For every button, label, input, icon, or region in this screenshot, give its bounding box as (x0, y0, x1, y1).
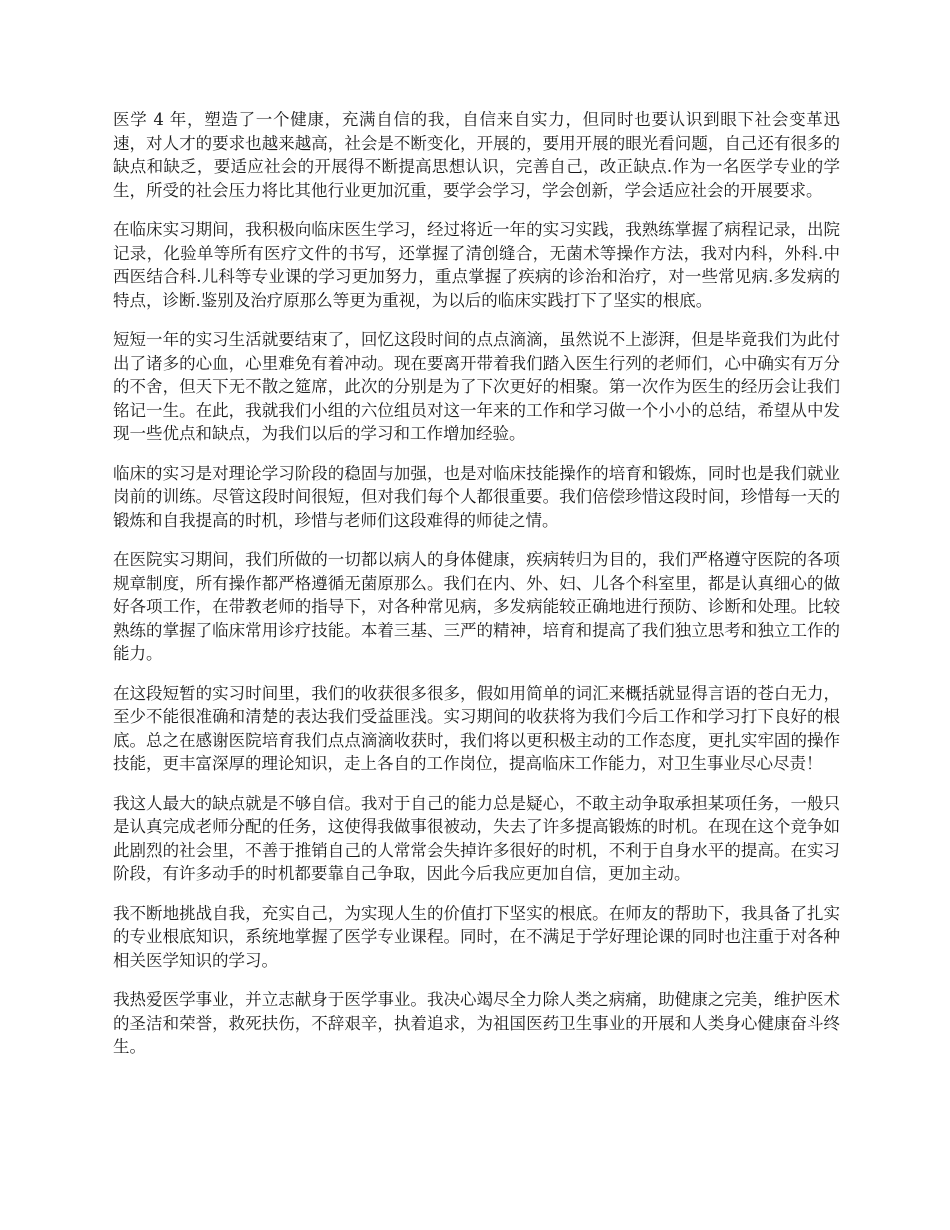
paragraph-7: 我这人最大的缺点就是不够自信。我对于自己的能力总是疑心，不敢主动争取承担某项任务，一般只是认真完成老师分配的任务，这使得我做事很被动，失去了许多提高锻炼的时机。在现在这个竞争如此剧烈的社会里，不善于推销自己的人常常会失掉许多很好的时机，不利于自身水平的提高。在实习阶段，有许多动手的时机都要靠自己争取，因此今后我应更加自信，更加主动。 (113, 793, 840, 883)
paragraph-4: 临床的实习是对理论学习阶段的稳固与加强，也是对临床技能操作的培育和锻炼，同时也是我们就业岗前的训练。尽管这段时间很短，但对我们每个人都很重要。我们倍偿珍惜这段时间，珍惜每一天的锻炼和自我提高的时机，珍惜与老师们这段难得的师徒之情。 (113, 463, 840, 530)
paragraph-3: 短短一年的实习生活就要结束了，回忆这段时间的点点滴滴，虽然说不上澎湃，但是毕竟我们为此付出了诸多的心血，心里难免有着冲动。现在要离开带着我们踏入医生行列的老师们，心中确实有万分的不舍，但天下无不散之筵席，此次的分别是为了下次更好的相聚。第一次作为医生的经历会让我们铭记一生。在此，我就我们小组的六位组员对这一年来的工作和学习做一个小小的总结，希望从中发现一些优点和缺点，为我们以后的学习和工作增加经验。 (113, 330, 840, 443)
document-page (113, 108, 840, 1075)
paragraph-2: 在临床实习期间，我积极向临床医生学习，经过将近一年的实习实践，我熟练掌握了病程记录，出院记录，化验单等所有医疗文件的书写，还掌握了清创缝合，无菌术等操作方法，我对内科，外科.中西医结合科.儿科等专业课的学习更加努力，重点掌握了疾病的诊治和治疗，对一些常见病.多发病的特点，诊断.鉴别及治疗原那么等更为重视，为以后的临床实践打下了坚实的根底。 (113, 220, 840, 310)
paragraph-8: 我不断地挑战自我，充实自己，为实现人生的价值打下坚实的根底。在师友的帮助下，我具备了扎实的专业根底知识，系统地掌握了医学专业课程。同时，在不满足于学好理论课的同时也注重于对各种相关医学知识的学习。 (113, 903, 840, 970)
paragraph-6: 在这段短暂的实习时间里，我们的收获很多很多，假如用简单的词汇来概括就显得言语的苍白无力，至少不能很准确和清楚的表达我们受益匪浅。实习期间的收获将为我们今后工作和学习打下良好的根底。总之在感谢医院培育我们点点滴滴收获时，我们将以更积极主动的工作态度，更扎实牢固的操作技能，更丰富深厚的理论知识，走上各自的工作岗位，提高临床工作能力，对卫生事业尽心尽责！ (113, 683, 840, 773)
paragraph-1: 医学 4 年，塑造了一个健康，充满自信的我，自信来自实力，但同时也要认识到眼下社会变革迅速，对人才的要求也越来越高，社会是不断变化，开展的，要用开展的眼光看问题，自己还有很多的缺点和缺乏，要适应社会的开展得不断提高思想认识，完善自己，改正缺点.作为一名医学专业的学生，所受的社会压力将比其他行业更加沉重，要学会学习，学会创新，学会适应社会的开展要求。 (113, 110, 840, 200)
paragraph-5: 在医院实习期间，我们所做的一切都以病人的身体健康，疾病转归为目的，我们严格遵守医院的各项规章制度，所有操作都严格遵循无菌原那么。我们在内、外、妇、儿各个科室里，都是认真细心的做好各项工作，在带教老师的指导下，对各种常见病，多发病能较正确地进行预防、诊断和处理。比较熟练的掌握了临床常用诊疗技能。本着三基、三严的精神，培育和提高了我们独立思考和独立工作的能力。 (113, 550, 840, 663)
paragraph-9: 我热爱医学事业，并立志献身于医学事业。我决心竭尽全力除人类之病痛，助健康之完美，维护医术的圣洁和荣誉，救死扶伤，不辞艰辛，执着追求，为祖国医药卫生事业的开展和人类身心健康奋斗终生。 (113, 990, 840, 1056)
